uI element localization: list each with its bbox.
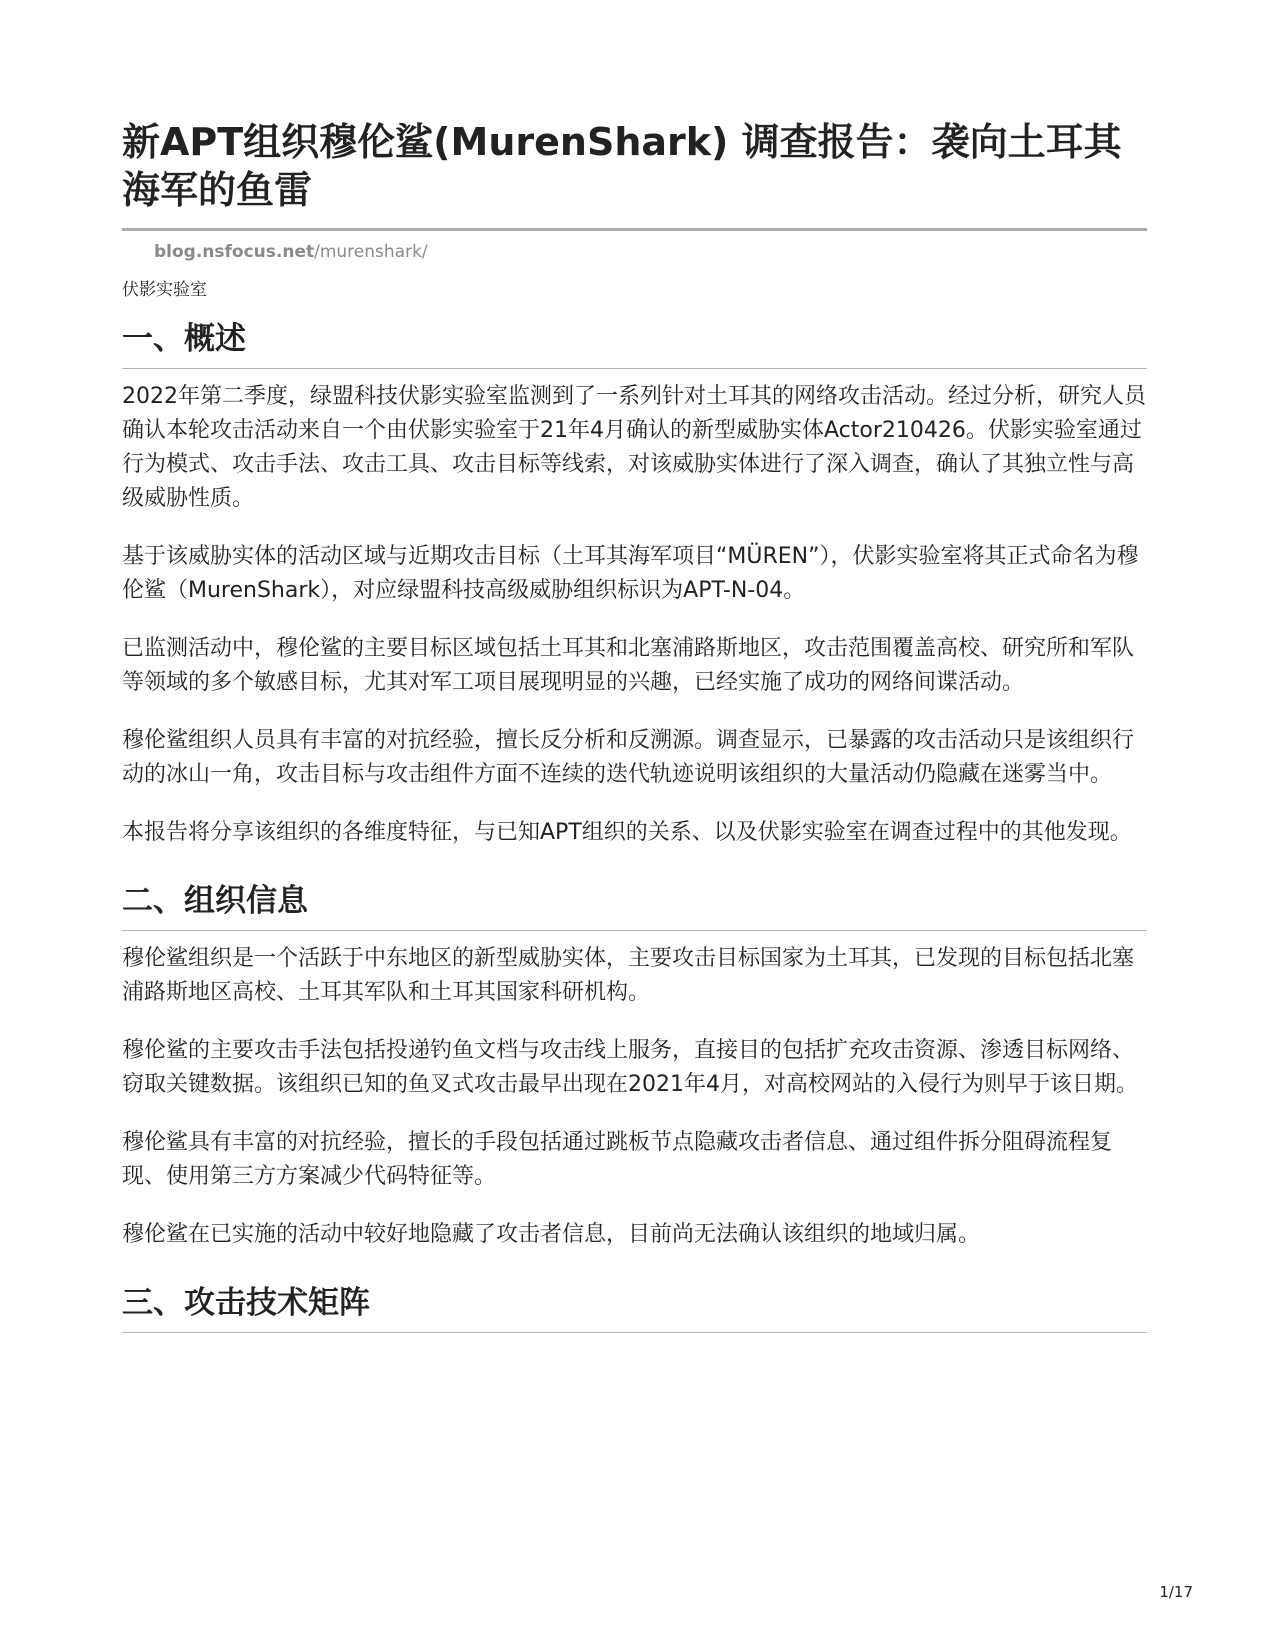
page-number: 1/17 (1159, 1583, 1193, 1601)
paragraph: 已监测活动中，穆伦鲨的主要目标区域包括土耳其和北塞浦路斯地区，攻击范围覆盖高校、研究所和军队等领域的多个敏感目标，尤其对军工项目展现明显的兴趣，已经实施了成功的网络间谍活动。 (122, 636, 1135, 695)
source-domain[interactable]: blog.nsfocus.net (154, 242, 315, 262)
paragraph: 2022年第二季度，绿盟科技伏影实验室监测到了一系列针对土耳其的网络攻击活动。经过分析，研究人员确认本轮攻击活动来自一个由伏影实验室于21年4月确认的新型威胁实体Actor210426。伏影实验室通过行为模式、攻击手法、攻击工具、攻击目标等线索，对该威胁实体进行了深入调查，确认了其独立性与高级威胁性质。 (122, 384, 1146, 511)
section-heading-organization-info: 二、组织信息 (122, 881, 1147, 931)
paragraph: 穆伦鲨在已实施的活动中较好地隐藏了攻击者信息，目前尚无法确认该组织的地域归属。 (122, 1222, 981, 1247)
document-page (122, 118, 1147, 1333)
paragraph: 穆伦鲨组织人员具有丰富的对抗经验，擅长反分析和反溯源。调查显示，已暴露的攻击活动只是该组织行动的冰山一角，攻击目标与攻击组件方面不连续的迭代轨迹说明该组织的大量活动仍隐藏在迷雾当中。 (122, 728, 1135, 787)
paragraph: 穆伦鲨组织是一个活跃于中东地区的新型威胁实体，主要攻击目标国家为土耳其，已发现的目标包括北塞浦路斯地区高校、土耳其军队和土耳其国家科研机构。 (122, 946, 1135, 1005)
document-title: 新APT组织穆伦鲨(MurenShark) 调查报告：袭向土耳其海军的鱼雷 (122, 118, 1147, 231)
source-url[interactable] (154, 240, 1147, 264)
section-heading-attack-matrix: 三、攻击技术矩阵 (122, 1283, 1147, 1333)
author-label: 伏影实验室 (122, 280, 207, 300)
section-heading-overview: 一、概述 (122, 319, 1147, 369)
paragraph: 基于该威胁实体的活动区域与近期攻击目标（土耳其海军项目“MÜREN”），伏影实验室将其正式命名为穆伦鲨（MurenShark），对应绿盟科技高级威胁组织标识为APT-N-04。 (122, 544, 1139, 603)
paragraph: 穆伦鲨的主要攻击手法包括投递钓鱼文档与攻击线上服务，直接目的包括扩充攻击资源、渗透目标网络、窃取关键数据。该组织已知的鱼叉式攻击最早出现在2021年4月，对高校网站的入侵行为则早于该日期。 (122, 1038, 1138, 1097)
source-path[interactable]: /murenshark/ (314, 242, 428, 262)
paragraph: 穆伦鲨具有丰富的对抗经验，擅长的手段包括通过跳板节点隐藏攻击者信息、通过组件拆分阻碍流程复现、使用第三方方案减少代码特征等。 (122, 1130, 1113, 1189)
paragraph: 本报告将分享该组织的各维度特征，与已知APT组织的关系、以及伏影实验室在调查过程中的其他发现。 (122, 820, 1132, 845)
